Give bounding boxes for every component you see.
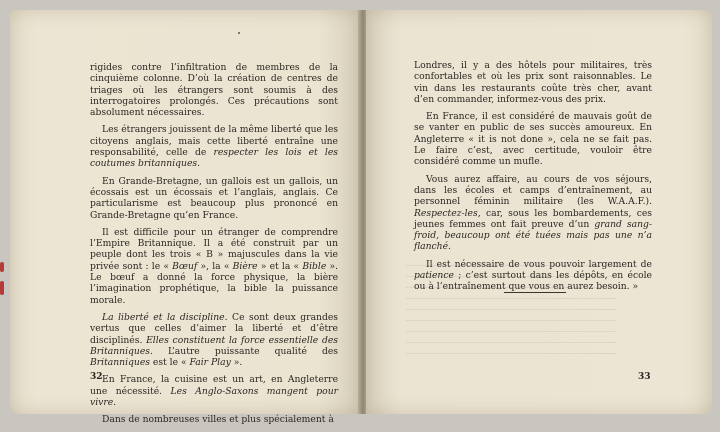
text-run: car, sous les bombardements, ces jeunes femmes ont fait preuve d’un bbox=[414, 207, 652, 230]
italic-text-run: Britanniques bbox=[90, 357, 150, 369]
paragraph bbox=[90, 227, 338, 306]
text-run: », la « bbox=[197, 260, 233, 272]
text-run: rigides contre l’infiltration de membres de la cinquième colonne. D’où la création de centres de triages où les étrangers sont soumis à des interrogatoires prolongés. Ces précautions sont absolument nécessaires. bbox=[90, 62, 338, 119]
italic-text-run: Bière bbox=[232, 260, 258, 272]
italic-text-run: grand sang-froid, beaucoup ont été tuées mais pas une n’a flanché. bbox=[414, 218, 652, 253]
text-run: ». bbox=[230, 357, 243, 369]
paragraph bbox=[90, 414, 338, 425]
text-run: L’autre puissante qualité des bbox=[152, 345, 338, 357]
text-run: Dans de nombreuses villes et plus spécialement à bbox=[102, 414, 334, 426]
italic-text-run: Bœuf bbox=[172, 260, 198, 272]
left-page bbox=[10, 10, 360, 426]
text-run: » et la « bbox=[257, 260, 303, 272]
right-page-number: 33 bbox=[638, 372, 651, 382]
paragraph bbox=[414, 60, 652, 105]
text-run: Ce sont deux grandes vertus que celles d’aimer la liberté et d’être disciplinés. bbox=[90, 311, 338, 346]
section-divider-rule bbox=[504, 292, 566, 293]
paragraph bbox=[90, 62, 338, 118]
italic-text-run: Bible bbox=[302, 260, 327, 272]
paragraph bbox=[90, 176, 338, 221]
red-stain-mark bbox=[0, 262, 4, 272]
text-run: En France, la cuisine est un art, en Angleterre une nécessité. bbox=[90, 374, 338, 397]
italic-text-run: Respectez-les, bbox=[414, 207, 481, 219]
italic-text-run: patience bbox=[414, 270, 454, 282]
text-run: Il est nécessaire de vous pouvoir largement de bbox=[426, 258, 652, 270]
italic-text-run: Elles constituent la force essentielle des Britanniques. bbox=[90, 334, 338, 357]
text-run: En France, il est considéré de mauvais goût de se vanter en public de ses succès amoureux. En Angleterre « it is not done », cela ne se fait pas. Le faire c’est, avec certitude, vouloir être considéré comme un mufle. bbox=[414, 111, 652, 168]
left-page-number: 32 bbox=[90, 372, 103, 382]
italic-text-run: Les Anglo-Saxons mangent pour vivre. bbox=[90, 385, 339, 409]
text-run: Londres, il y a des hôtels pour militaires, très confortables et où les prix sont raisonnables. Le vin dans les restaurants coûte très cher, avant d’en commander, informez-vous des prix. bbox=[414, 60, 652, 105]
paragraph bbox=[90, 312, 338, 368]
italic-text-run: La liberté et la discipline. bbox=[102, 311, 228, 323]
right-page bbox=[366, 10, 712, 414]
paragraph bbox=[90, 124, 338, 169]
paragraph bbox=[90, 374, 338, 408]
text-run: ; c’est surtout dans les dépôts, en école ou à l’entraînement que vous en aurez besoin. » bbox=[414, 270, 652, 293]
paragraph bbox=[414, 111, 652, 167]
text-run: Les étrangers jouissent de la même liberté que les citoyens anglais, mais cette liberté entraîne une responsabilité, celle de bbox=[90, 124, 338, 159]
text-run: Vous aurez affaire, au cours de vos séjours, dans les écoles et camps d’entraînement, au personnel féminin militaire (les W.A.A.F.). bbox=[414, 173, 652, 208]
text-run: est le « bbox=[149, 357, 190, 369]
text-run: ». Le bœuf a donné la force physique, la bière l’imagination prophétique, la bible la puissance morale. bbox=[90, 260, 339, 306]
text-run: Il est difficile pour un étranger de comprendre l’Empire Britannique. Il a été construit par un peuple dont les trois « B » majuscules dans la vie privée sont : le « bbox=[90, 226, 338, 272]
left-page-text bbox=[90, 62, 338, 432]
italic-text-run: Fair Play bbox=[189, 357, 231, 369]
ink-dot bbox=[238, 32, 240, 34]
red-stain-mark bbox=[0, 281, 4, 295]
text-run: En Grande-Bretagne, un gallois est un gallois, un écossais est un écossais et l’anglais, anglais. Ce particularisme est beaucoup plus prononcé en Grande-Bretagne qu’en France. bbox=[90, 175, 338, 221]
paragraph bbox=[414, 259, 652, 293]
paragraph bbox=[414, 174, 652, 253]
italic-text-run: respecter les lois et les coutumes britanniques. bbox=[90, 147, 338, 170]
right-page-text bbox=[414, 60, 652, 299]
